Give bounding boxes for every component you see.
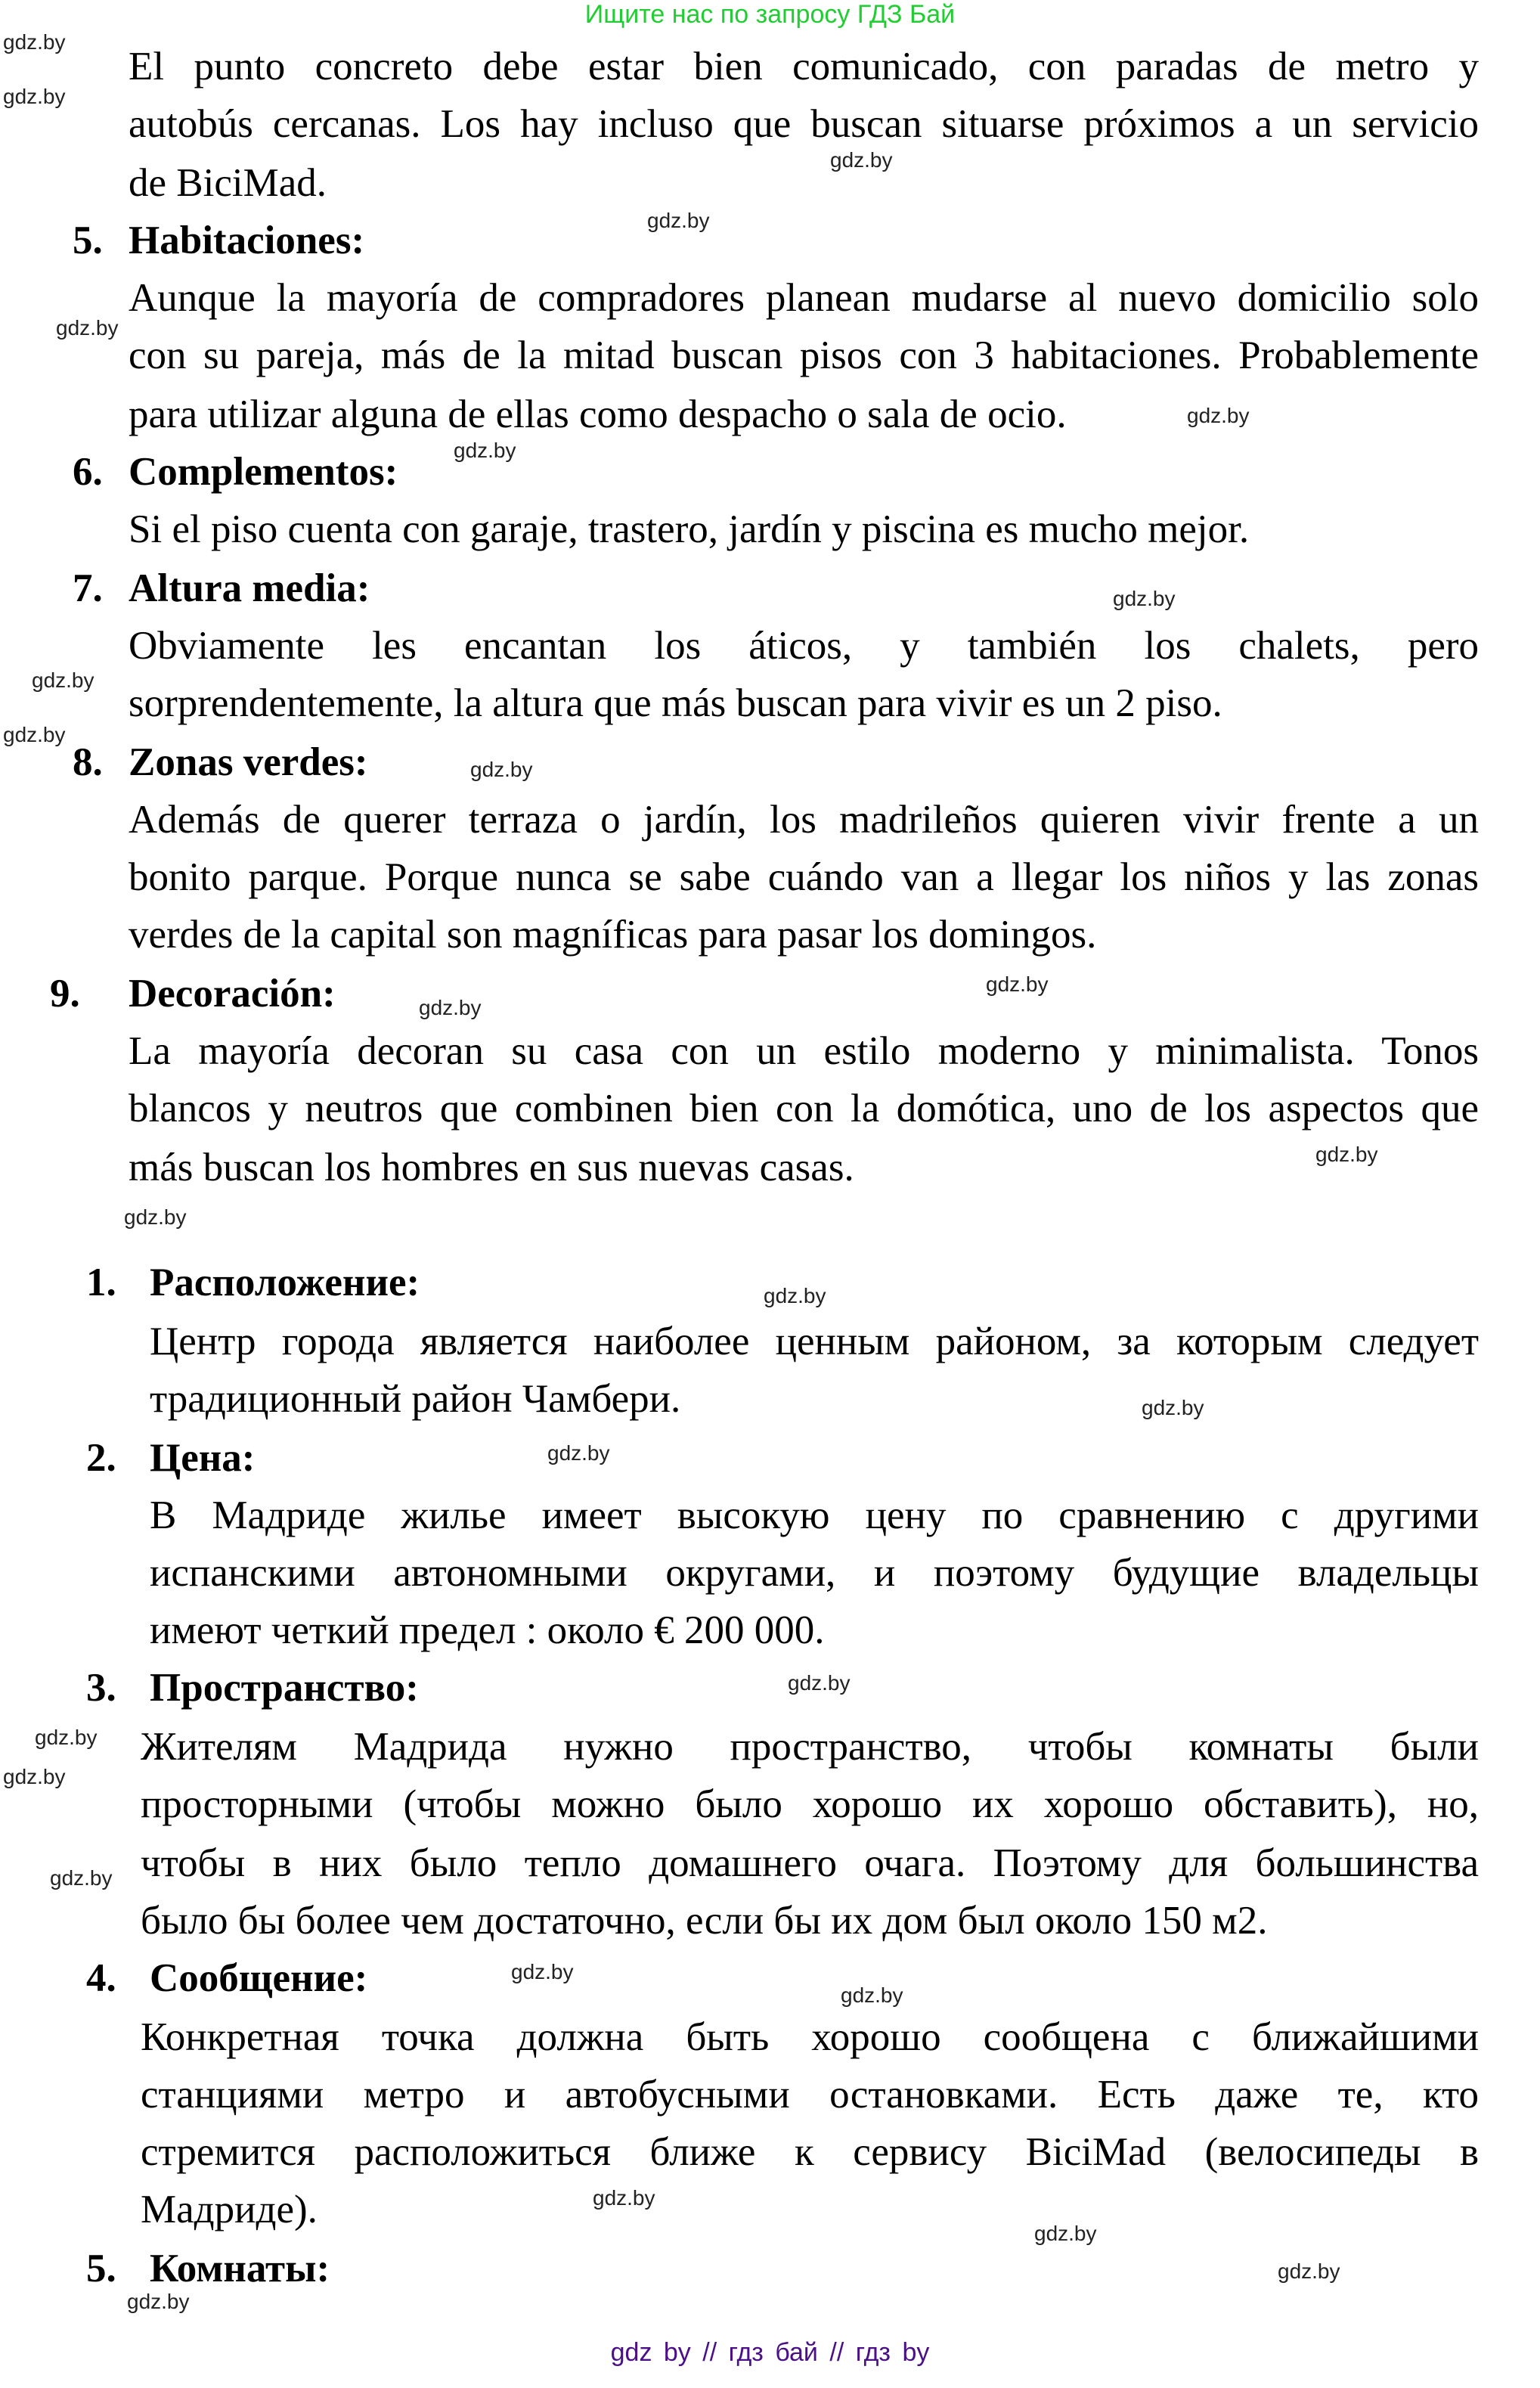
section-heading: Расположение: bbox=[150, 1261, 420, 1304]
item-number: 4. bbox=[86, 1956, 116, 2000]
text-line: más buscan los hombres en sus nuevas casas. bbox=[129, 1146, 854, 1189]
watermark: gdz.by bbox=[647, 209, 710, 232]
item-number: 5. bbox=[73, 219, 103, 262]
watermark: gdz.by bbox=[788, 1671, 851, 1695]
text-line: La mayoría decoran su casa con un estilo moderno y minimalista. Tonos bbox=[129, 1029, 1479, 1073]
watermark: gdz.by bbox=[124, 1205, 187, 1229]
text-line: стремится расположиться ближе к сервису BiciMad (велосипеды в bbox=[141, 2130, 1479, 2174]
text-line: blancos y neutros que combinen bien con la domótica, uno de los aspectos que bbox=[129, 1087, 1479, 1130]
watermark: gdz.by bbox=[3, 723, 66, 746]
watermark: gdz.by bbox=[841, 1983, 903, 2007]
section-heading: Decoración: bbox=[129, 972, 336, 1016]
text-line: bonito parque. Porque nunca se sabe cuándo van a llegar los niños y las zonas bbox=[129, 855, 1479, 899]
watermark: gdz.by bbox=[1187, 404, 1250, 427]
text-line: Obviamente les encantan los áticos, y también los chalets, pero bbox=[129, 624, 1479, 668]
text-line: испанскими автономными округами, и поэтому будущие владельцы bbox=[150, 1551, 1479, 1595]
watermark: gdz.by bbox=[419, 996, 482, 1019]
watermark: gdz.by bbox=[3, 30, 66, 54]
text-line: Центр города является наиболее ценным районом, за которым следует bbox=[150, 1320, 1479, 1363]
section-heading: Сообщение: bbox=[150, 1956, 368, 2000]
text-line: имеют четкий предел : около € 200 000. bbox=[150, 1608, 825, 1652]
text-line: de BiciMad. bbox=[129, 161, 327, 205]
site-banner: Ищите нас по запросу ГДЗ Бай bbox=[584, 0, 956, 29]
text-line: было бы более чем достаточно, если бы их дом был около 150 м2. bbox=[141, 1899, 1268, 1943]
watermark: gdz.by bbox=[32, 668, 95, 692]
watermark: gdz.by bbox=[50, 1866, 113, 1890]
section-heading: Complementos: bbox=[129, 450, 398, 494]
item-number: 6. bbox=[73, 450, 103, 494]
section-heading: Habitaciones: bbox=[129, 219, 365, 262]
watermark: gdz.by bbox=[1278, 2259, 1340, 2283]
text-line: Si el piso cuenta con garaje, trastero, jardín y piscina es mucho mejor. bbox=[129, 507, 1250, 551]
item-number: 1. bbox=[86, 1261, 116, 1304]
text-line: verdes de la capital son magníficas para pasar los domingos. bbox=[129, 913, 1097, 957]
item-number: 9. bbox=[50, 972, 80, 1016]
watermark: gdz.by bbox=[511, 1960, 574, 1983]
watermark: gdz.by bbox=[986, 972, 1049, 996]
section-heading: Комнаты: bbox=[150, 2247, 330, 2290]
item-number: 7. bbox=[73, 566, 103, 610]
text-line: чтобы в них было тепло домашнего очага. Поэтому для большинства bbox=[141, 1841, 1479, 1885]
item-number: 8. bbox=[73, 740, 103, 784]
text-line: sorprendentemente, la altura que más buscan para vivir es un 2 piso. bbox=[129, 681, 1222, 725]
watermark: gdz.by bbox=[1113, 587, 1176, 610]
site-footer: gdz by // гдз бай // гдз by bbox=[610, 2338, 930, 2367]
text-line: просторными (чтобы можно было хорошо их хорошо обставить), но, bbox=[141, 1782, 1479, 1826]
watermark: gdz.by bbox=[3, 85, 66, 108]
text-line: Жителям Мадрида нужно пространство, чтобы комнаты были bbox=[141, 1725, 1479, 1769]
text-line: Мадриде). bbox=[141, 2188, 318, 2231]
watermark: gdz.by bbox=[764, 1284, 826, 1307]
item-number: 3. bbox=[86, 1666, 116, 1710]
text-line: con su pareja, más de la mitad buscan pisos con 3 habitaciones. Probablemente bbox=[129, 333, 1479, 377]
watermark: gdz.by bbox=[35, 1726, 98, 1749]
watermark: gdz.by bbox=[1315, 1143, 1378, 1166]
watermark: gdz.by bbox=[127, 2290, 190, 2313]
text-line: В Мадриде жилье имеет высокую цену по сравнению с другими bbox=[150, 1493, 1479, 1537]
watermark: gdz.by bbox=[470, 758, 533, 781]
text-line: autobús cercanas. Los hay incluso que buscan situarse próximos a un servicio bbox=[129, 102, 1479, 146]
section-heading: Zonas verdes: bbox=[129, 740, 368, 784]
text-line: традиционный район Чамбери. bbox=[150, 1377, 681, 1421]
watermark: gdz.by bbox=[1142, 1396, 1204, 1419]
section-heading: Altura media: bbox=[129, 566, 370, 610]
watermark: gdz.by bbox=[1034, 2222, 1097, 2245]
watermark: gdz.by bbox=[3, 1765, 66, 1788]
text-line: para utilizar alguna de ellas como despacho o sala de ocio. bbox=[129, 392, 1067, 436]
watermark: gdz.by bbox=[56, 316, 119, 340]
watermark: gdz.by bbox=[454, 439, 516, 462]
text-line: Конкретная точка должна быть хорошо сообщена с ближайшими bbox=[141, 2015, 1479, 2059]
watermark: gdz.by bbox=[830, 148, 893, 172]
watermark: gdz.by bbox=[547, 1441, 610, 1465]
watermark: gdz.by bbox=[593, 2186, 655, 2210]
item-number: 2. bbox=[86, 1436, 116, 1480]
section-heading: Пространство: bbox=[150, 1666, 419, 1710]
section-heading: Цена: bbox=[150, 1436, 256, 1480]
text-line: станциями метро и автобусными остановками. Есть даже те, кто bbox=[141, 2073, 1479, 2117]
text-line: El punto concreto debe estar bien comunicado, con paradas de metro y bbox=[129, 45, 1479, 88]
text-line: Aunque la mayoría de compradores planean mudarse al nuevo domicilio solo bbox=[129, 276, 1479, 320]
item-number: 5. bbox=[86, 2247, 116, 2290]
text-line: Además de querer terraza o jardín, los madrileños quieren vivir frente a un bbox=[129, 798, 1479, 842]
